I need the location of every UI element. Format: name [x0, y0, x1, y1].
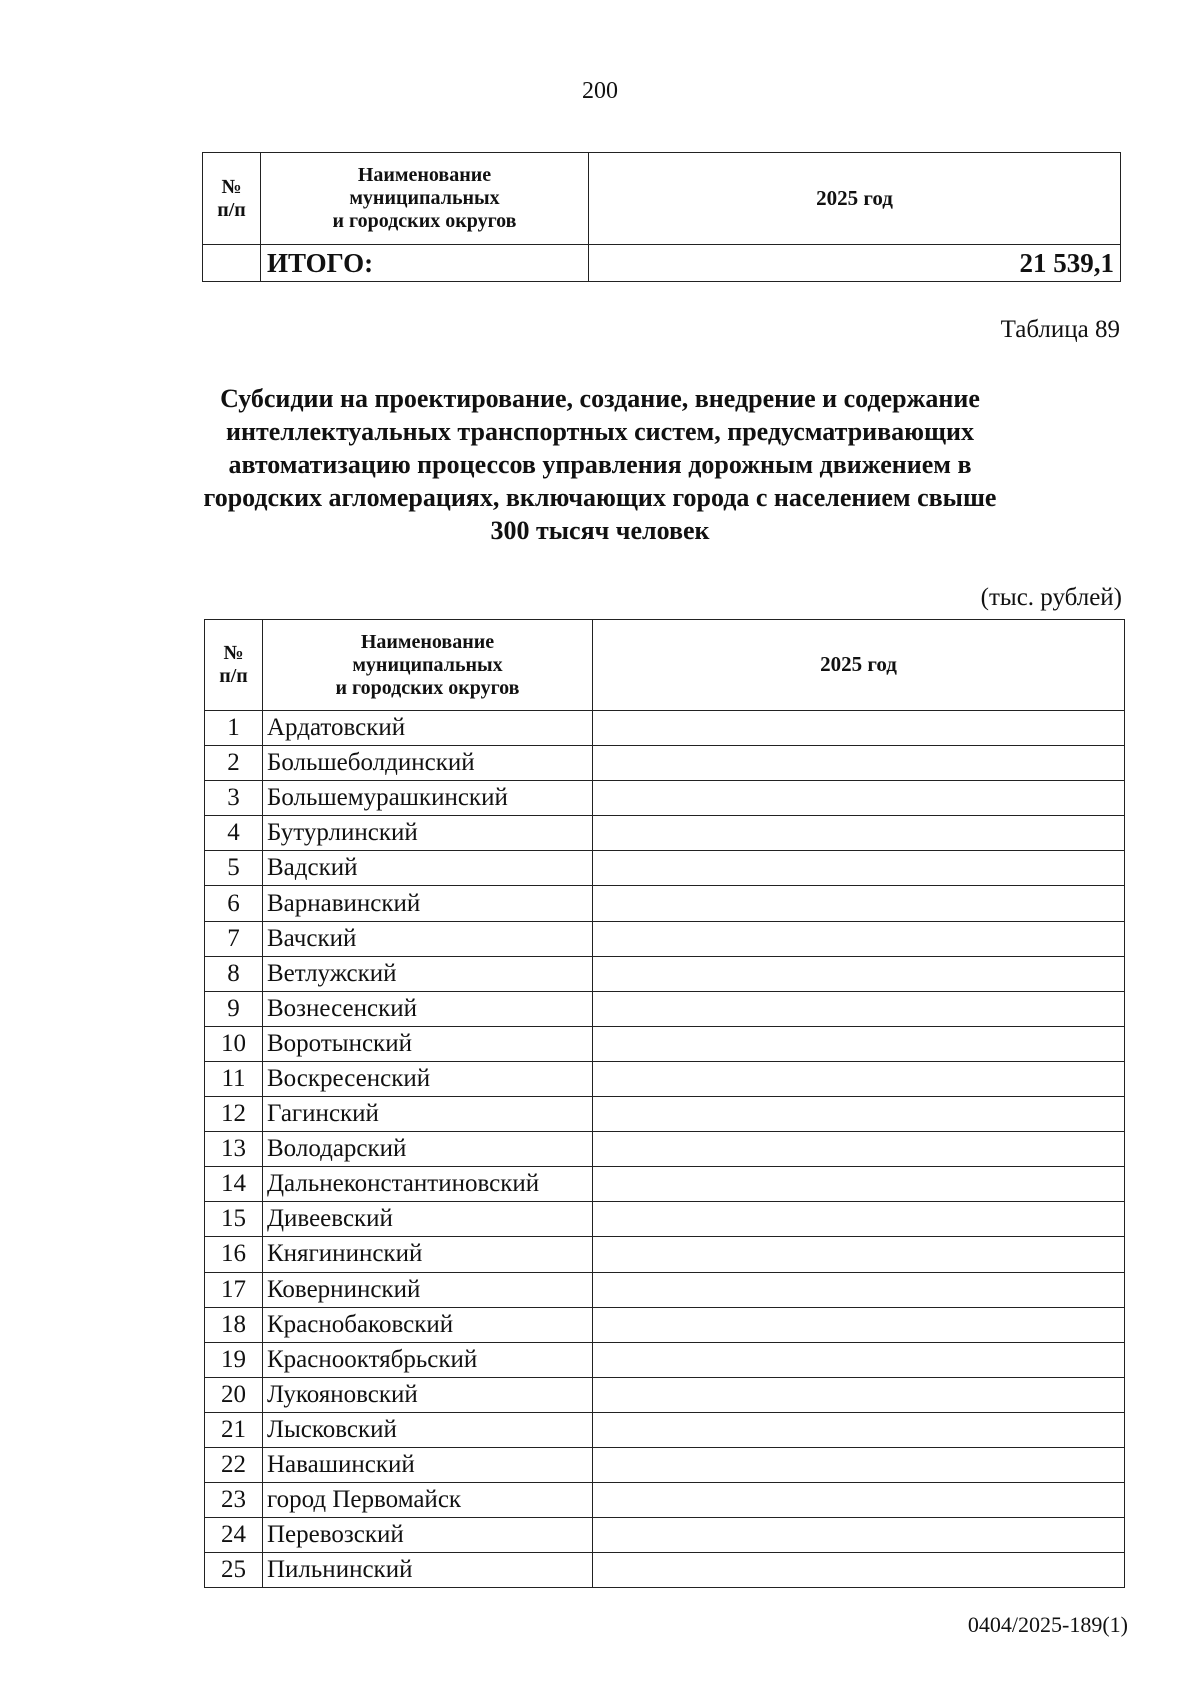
row-number: 10	[205, 1026, 263, 1061]
row-name: Пильнинский	[263, 1553, 593, 1588]
header-year: 2025 год	[593, 620, 1125, 711]
row-number: 19	[205, 1342, 263, 1377]
row-value	[593, 1412, 1125, 1447]
table-row	[205, 1026, 1125, 1061]
row-number: 5	[205, 851, 263, 886]
table-row	[205, 1553, 1125, 1588]
row-name: Княгининский	[263, 1237, 593, 1272]
row-number: 8	[205, 956, 263, 991]
table-row	[205, 1342, 1125, 1377]
header-num-line: п/п	[219, 665, 248, 687]
row-value	[593, 1553, 1125, 1588]
table-row	[205, 1447, 1125, 1482]
row-number: 4	[205, 816, 263, 851]
table-row	[205, 1483, 1125, 1518]
row-number: 16	[205, 1237, 263, 1272]
row-value	[593, 1237, 1125, 1272]
table-row	[205, 1377, 1125, 1412]
row-value	[593, 746, 1125, 781]
row-name: Большеболдинский	[263, 746, 593, 781]
title-line: городских агломерациях, включающих города с населением свыше	[203, 483, 997, 512]
row-number: 3	[205, 781, 263, 816]
title-line: автоматизацию процессов управления дорожным движением в	[228, 450, 972, 479]
header-name-line: муниципальных	[352, 653, 503, 676]
header-name-line: и городских округов	[332, 210, 517, 232]
row-number: 11	[205, 1061, 263, 1096]
row-value	[593, 1132, 1125, 1167]
row-number: 6	[205, 886, 263, 921]
row-number: 20	[205, 1377, 263, 1412]
table-row	[205, 956, 1125, 991]
row-value	[593, 1026, 1125, 1061]
row-name: Ардатовский	[263, 711, 593, 746]
row-name: Вознесенский	[263, 991, 593, 1026]
table-row	[205, 1412, 1125, 1447]
table-row	[205, 1307, 1125, 1342]
document-code: 0404/2025-189(1)	[967, 1612, 1128, 1637]
table-row	[205, 816, 1125, 851]
row-value	[593, 1342, 1125, 1377]
row-number: 24	[205, 1518, 263, 1553]
row-value	[593, 1061, 1125, 1096]
units-label: (тыс. рублей)	[980, 584, 1122, 611]
previous-table	[202, 152, 1121, 282]
row-value	[593, 1447, 1125, 1482]
row-value	[593, 991, 1125, 1026]
title-line: интеллектуальных транспортных систем, предусматривающих	[226, 417, 974, 446]
row-number: 9	[205, 991, 263, 1026]
row-number: 23	[205, 1483, 263, 1518]
header-num-line: п/п	[217, 198, 246, 221]
header-name-line: Наименование	[357, 164, 492, 186]
header-year: 2025 год	[589, 153, 1121, 245]
row-value	[593, 1167, 1125, 1202]
subsidy-table	[204, 619, 1125, 1588]
row-name: Перевозский	[263, 1518, 593, 1553]
header-num	[203, 153, 261, 245]
row-value	[593, 886, 1125, 921]
header-num	[205, 620, 263, 711]
row-number: 17	[205, 1272, 263, 1307]
table-row	[205, 1097, 1125, 1132]
row-name: Воскресенский	[263, 1061, 593, 1096]
row-name: Гагинский	[263, 1097, 593, 1132]
page-number: 200	[582, 78, 618, 104]
row-number: 14	[205, 1167, 263, 1202]
row-name: Володарский	[263, 1132, 593, 1167]
table-row	[205, 1272, 1125, 1307]
row-value	[593, 711, 1125, 746]
table-title	[0, 382, 1200, 547]
row-name: Варнавинский	[263, 886, 593, 921]
table-row	[205, 1518, 1125, 1553]
total-num-cell	[203, 245, 261, 282]
table-row	[205, 1237, 1125, 1272]
table-row	[205, 1167, 1125, 1202]
row-name: Краснооктябрьский	[263, 1342, 593, 1377]
row-name: Ветлужский	[263, 956, 593, 991]
row-number: 22	[205, 1447, 263, 1482]
header-num-line: №	[223, 642, 244, 664]
total-label: ИТОГО:	[261, 245, 589, 282]
title-line: 300 тысяч человек	[490, 516, 710, 545]
header-name-line: и городских округов	[335, 676, 520, 699]
row-number: 21	[205, 1412, 263, 1447]
row-number: 12	[205, 1097, 263, 1132]
row-value	[593, 956, 1125, 991]
header-name	[263, 620, 593, 711]
row-value	[593, 1202, 1125, 1237]
header-name-line: муниципальных	[349, 187, 500, 209]
table-row	[205, 746, 1125, 781]
row-name: Краснобаковский	[263, 1307, 593, 1342]
row-name: Большемурашкинский	[263, 781, 593, 816]
row-value	[593, 781, 1125, 816]
table-row	[205, 991, 1125, 1026]
table-caption: Таблица 89	[1000, 316, 1120, 343]
table-row	[205, 1202, 1125, 1237]
row-value	[593, 851, 1125, 886]
row-name: Вачский	[263, 921, 593, 956]
row-name: Навашинский	[263, 1447, 593, 1482]
title-line: Субсидии на проектирование, создание, внедрение и содержание	[220, 384, 980, 413]
table-row	[205, 781, 1125, 816]
row-value	[593, 1307, 1125, 1342]
row-name: Лукояновский	[263, 1377, 593, 1412]
header-num-line: №	[221, 175, 242, 198]
table-row	[205, 1061, 1125, 1096]
table-row	[205, 886, 1125, 921]
row-number: 1	[205, 711, 263, 746]
row-name: Ковернинский	[263, 1272, 593, 1307]
row-value	[593, 1377, 1125, 1412]
header-name	[261, 153, 589, 245]
row-name: Дивеевский	[263, 1202, 593, 1237]
row-value	[593, 921, 1125, 956]
row-name: Лысковский	[263, 1412, 593, 1447]
table-row	[205, 921, 1125, 956]
row-number: 13	[205, 1132, 263, 1167]
row-number: 2	[205, 746, 263, 781]
row-name: Воротынский	[263, 1026, 593, 1061]
header-name-line: Наименование	[360, 630, 495, 653]
row-value	[593, 1483, 1125, 1518]
row-number: 7	[205, 921, 263, 956]
row-value	[593, 1518, 1125, 1553]
row-number: 25	[205, 1553, 263, 1588]
row-number: 15	[205, 1202, 263, 1237]
table-row	[205, 711, 1125, 746]
row-value	[593, 1097, 1125, 1132]
row-name: Вадский	[263, 851, 593, 886]
row-value	[593, 816, 1125, 851]
row-name: Бутурлинский	[263, 816, 593, 851]
row-value	[593, 1272, 1125, 1307]
table-row	[205, 1132, 1125, 1167]
total-value: 21 539,1	[589, 245, 1121, 282]
row-number: 18	[205, 1307, 263, 1342]
table-row	[205, 851, 1125, 886]
row-name: Дальнеконстантиновский	[263, 1167, 593, 1202]
row-name: город Первомайск	[263, 1483, 593, 1518]
